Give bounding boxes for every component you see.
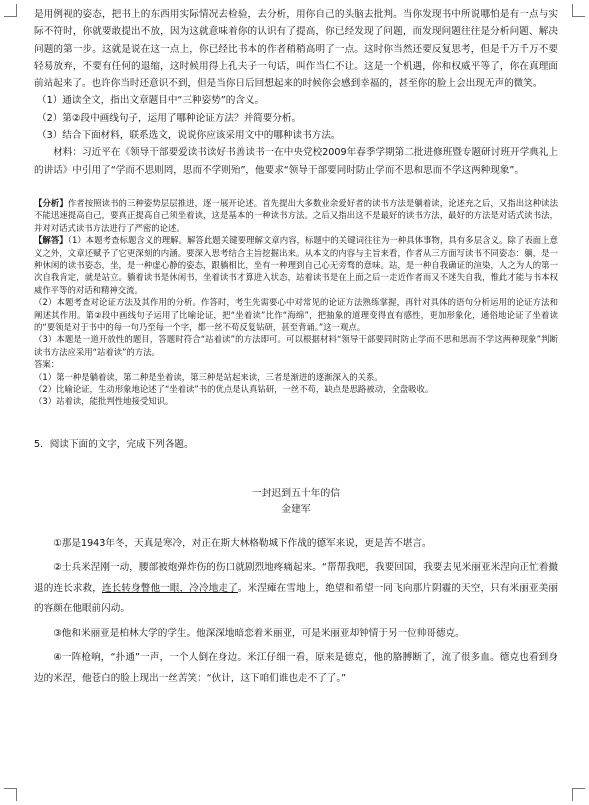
answer-2: （2）比喻论证，生动形象地论述了“坐着读”书的优点是认真钻研，一丝不苟，缺点是思路被动，全盘吸收。 bbox=[34, 384, 434, 395]
analysis-block bbox=[34, 197, 558, 408]
solution-text-1: （1）本题考查标题含义的理解。解答此题关键要理解文章内容，标题中的关键词往往为一种具体事物，具有多层含义。除了表面上意义之外，文章还赋予了它更深刻的内涵。要深入思考结合主旨挖掘出来。从本文的内容与主旨来看，作者从三方面写读书不同姿态：躺，是一种休闲的读书姿态，坐，是一种虚心静的姿态，跟躺相比，坐有一种理到自己心无旁骛的意味。站，是一种自我确证的渲染，人之为人的第一次自我肯定，就是站立。躺着读书是休闲书，坐着读书才算进入状态，站着读书是在上面之后一走近作者而又不迷失自我，惟此才能与书本权威作平等的对话和精神交流。 bbox=[34, 235, 558, 295]
crop-mark-top-left bbox=[4, 4, 17, 17]
answer-1: （1）第一种是躺着读，第二种是坐着读，第三种是站起来读，三者是渐进的逐渐深入的关系。 bbox=[34, 371, 383, 382]
crop-mark-bottom-left bbox=[4, 788, 17, 801]
question-2: （2）第②段中画线句子，运用了哪种论证方法？并简要分析。 bbox=[37, 112, 302, 124]
crop-mark-top-right bbox=[572, 4, 585, 17]
analysis-tag: 【分析】 bbox=[34, 197, 68, 208]
solution-tag: 【解答】 bbox=[34, 235, 68, 246]
story-author: 金建军 bbox=[281, 503, 311, 515]
analysis-paragraph bbox=[34, 197, 558, 234]
answer-label: 答案： bbox=[34, 359, 60, 370]
story-paragraph-3: ③他和米丽亚是柏林大学的学生。他深深地暗恋着米丽亚，可是米丽亚却钟情于另一位帅哥德克。 bbox=[53, 627, 465, 639]
story-title: 一封迟到五十年的信 bbox=[251, 487, 341, 499]
passage-paragraph: 是用例视的姿态，把书上的东西用实际情况去检验，去分析，用你自己的头脑去批判。当你发现书中所说哪怕是有一点与实际不符时，你就要敢提出不放，因为这就意味着你的认识有了提高，你已经发现了问题，而发现问题往往是分析问题、解决问题的第一步。这就是说在这一点上，你已经比书本的作者稍稍高明了一点。这时你当然还要反复思考，但是千万千万不要轻易放弃，不要有任何的退缩，这时候用得上孔夫子一句话，叫作当仁不让。这是一个机遇，你和权威平等了，你在真理面前站起来了。也许你当时还意识不到，但是当你日后回想起来的时候你会感到幸福的，甚至你的脸上会出现无声的微笑。 bbox=[34, 9, 558, 90]
story-body bbox=[34, 534, 558, 690]
story-paragraph-1: ①那是1943年冬，天真是寒冷，对正在斯大林格勒城下作战的德军来说，更是苦不堪言。 bbox=[53, 537, 432, 549]
question-3: （3）结合下面材料，联系选文，说说你应该采用文中的哪种读书方法。 bbox=[37, 130, 341, 142]
material-text: 材料：习近平在《领导干部要爱读书读好书善读书一在中央党校2009年春季学期第二批进修班暨专题研讨班开学典礼上的讲话》中引用了“学而不思则罔，思而不学则殆”，他要求“领导干部要同时防止学而不思和思而不学这两种现象”。 bbox=[34, 147, 558, 176]
story-paragraph-2 bbox=[34, 558, 558, 620]
solution-text-3: （3）本题是一道开放性的题目，答题时符合“站着读”的方法即可。可以根据材料“领导干部要同时防止学而不思和思而不学这两种现象”判断读书方法应采用“站着读”的方法。 bbox=[34, 334, 558, 357]
story-paragraph-4: ④一阵枪响，“扑通”一声，一个人倒在身边。米江仔细一看，原来是德克，他的胳膊断了，流了很多血。德克也看到身边的米涅，他苍白的脸上现出一丝苦笑：“伙计，这下咱们谁也走不了了。” bbox=[34, 652, 558, 684]
analysis-text: 作者按照读书的三种姿势层层推进，逐一展开论述。首先提出大多数业余爱好者的读书方法是躺着读，论述充之后，又指出这种读法不能迅速提高自己，要真正提高自己须坐着读，这是基本的一种读书方法。之后又指出这不是最好的读书方法，最好的方法是对话式读书法，并对对话式读书方法进行了严密的论述。 bbox=[34, 197, 558, 233]
story-paragraph-2-start: ②士兵米涅刚一动，腰部被炮弹炸伤的伤口就剧烈地疼痛起来。“帮帮我吧，我要回国，我要去见米丽亚米涅向正忙着撤退的连长求救， bbox=[34, 562, 558, 594]
section-heading: 5．阅读下面的文字，完成下列各题。 bbox=[34, 438, 194, 450]
question-1: （1）通读全文，指出文章题目中“三种姿势”的含义。 bbox=[37, 95, 265, 107]
story-paragraph-2-end: 。米涅瘫在雪地上，绝望和希望一同飞向那片阴霾的天空，只有米丽亚美丽的容颜在他眼前闪动。 bbox=[34, 582, 559, 615]
solution-text-2: （2）本题考查对论证方法及其作用的分析。作答时，考生先需要心中对常见的论证方法熟练掌握，再针对具体的语句分析运用的论证方法和阐述其作用。第②段中画线句子运用了比喻论证，把“坐着读”比作“海绵”，把抽象的道理变得直有感性，更加形象化，通俗地论证了坐着读的“要领是对于书中的每一句乃至每一个字，都一丝不苟反复钻研，甚至背诵。”这一观点。 bbox=[34, 297, 558, 333]
crop-mark-bottom-right bbox=[572, 788, 585, 801]
solution-paragraph bbox=[34, 234, 558, 296]
underlined-sentence: 连长转身瞥他一眼，冷冷地走了 bbox=[101, 582, 238, 594]
page-content bbox=[34, 6, 558, 693]
answer-3: （3）站着读，能批判性地接受知识。 bbox=[34, 396, 174, 407]
